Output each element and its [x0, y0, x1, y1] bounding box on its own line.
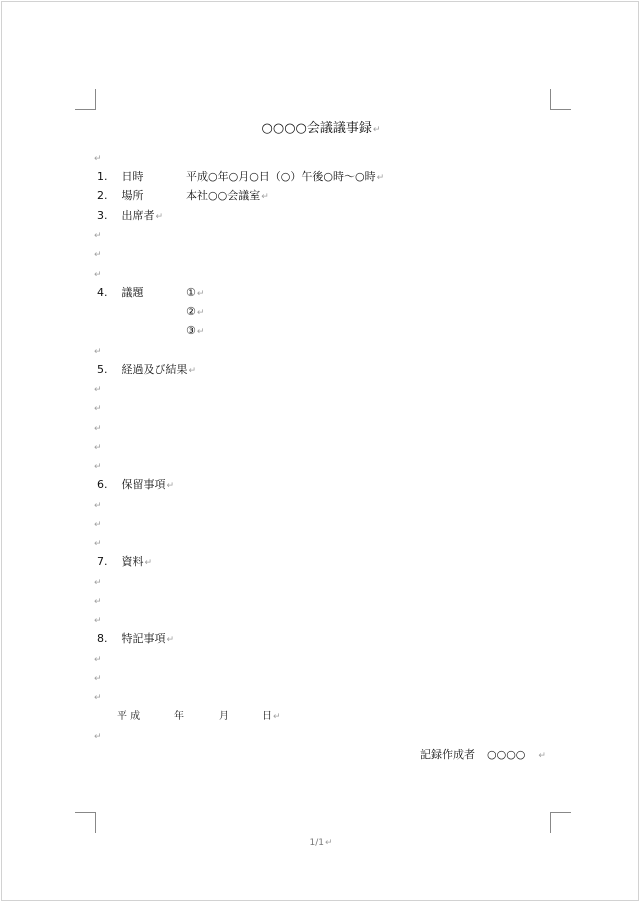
paragraph-mark: ↵: [376, 173, 385, 183]
paragraph-mark: ↵: [196, 289, 205, 299]
paragraph-mark: ↵: [94, 462, 102, 472]
item-8-notes: 8. 特記事項↵: [97, 632, 175, 645]
date-year: 年: [174, 711, 184, 722]
paragraph-mark: ↵: [94, 597, 102, 607]
paragraph-mark: ↵: [94, 385, 102, 395]
paragraph-mark: ↵: [94, 501, 102, 511]
item-5-progress: 5. 経過及び結果↵: [97, 363, 197, 376]
paragraph-mark: ↵: [94, 520, 102, 530]
paragraph-mark: ↵: [94, 539, 102, 549]
paragraph-mark: ↵: [324, 838, 333, 848]
page-number: 1/1↵: [309, 838, 333, 848]
agenda-sub-2: ②↵: [186, 305, 205, 318]
paragraph-mark: ↵: [166, 635, 175, 645]
paragraph-mark: ↵: [94, 154, 102, 164]
item-7-materials: 7. 資料↵: [97, 555, 153, 568]
paragraph-mark: ↵: [188, 366, 197, 376]
paragraph-mark: ↵: [94, 693, 102, 703]
agenda-sub-3: ③↵: [186, 324, 205, 337]
item-3-attendees: 3. 出席者↵: [97, 209, 164, 222]
paragraph-mark: ↵: [94, 655, 102, 665]
paragraph-mark: ↵: [94, 250, 102, 260]
paragraph-mark: ↵: [94, 347, 102, 357]
item-1-value: 平成○年○月○日（○）午後○時～○時↵: [186, 170, 385, 183]
recorder-line: 記録作成者 ○○○○ ↵: [420, 748, 546, 761]
paragraph-mark: ↵: [144, 558, 153, 568]
paragraph-mark: ↵: [94, 616, 102, 626]
date-era: 平 成: [117, 711, 141, 722]
paragraph-mark: ↵: [196, 308, 205, 318]
paragraph-mark: ↵: [273, 712, 281, 722]
paragraph-mark: ↵: [196, 327, 205, 337]
document-page: [1, 1, 639, 901]
paragraph-mark: ↵: [166, 481, 175, 491]
paragraph-mark: ↵: [94, 424, 102, 434]
paragraph-mark: ↵: [94, 443, 102, 453]
paragraph-mark: ↵: [155, 212, 164, 222]
date-month: 月: [219, 711, 229, 722]
paragraph-mark: ↵: [538, 751, 546, 761]
item-6-pending: 6. 保留事項↵: [97, 478, 175, 491]
document-title: ○○○○会議議事録↵: [261, 121, 381, 136]
paragraph-mark: ↵: [94, 674, 102, 684]
crop-mark-bottom-right: [550, 812, 571, 833]
crop-mark-top-left: [75, 89, 96, 110]
date-day: 日↵: [262, 711, 281, 722]
paragraph-mark: ↵: [94, 231, 102, 241]
item-4-agenda: 4. 議題: [97, 286, 144, 299]
agenda-sub-1: ①↵: [186, 286, 205, 299]
paragraph-mark: ↵: [261, 192, 269, 202]
paragraph-mark: ↵: [94, 578, 102, 588]
crop-mark-bottom-left: [75, 812, 96, 833]
item-1-datetime: 1. 日時: [97, 170, 144, 183]
item-2-place: 2. 場所: [97, 189, 144, 202]
crop-mark-top-right: [550, 89, 571, 110]
paragraph-mark: ↵: [372, 125, 381, 135]
paragraph-mark: ↵: [94, 404, 102, 414]
item-2-value: 本社○○会議室↵: [186, 189, 269, 202]
paragraph-mark: ↵: [94, 732, 102, 742]
paragraph-mark: ↵: [94, 270, 102, 280]
